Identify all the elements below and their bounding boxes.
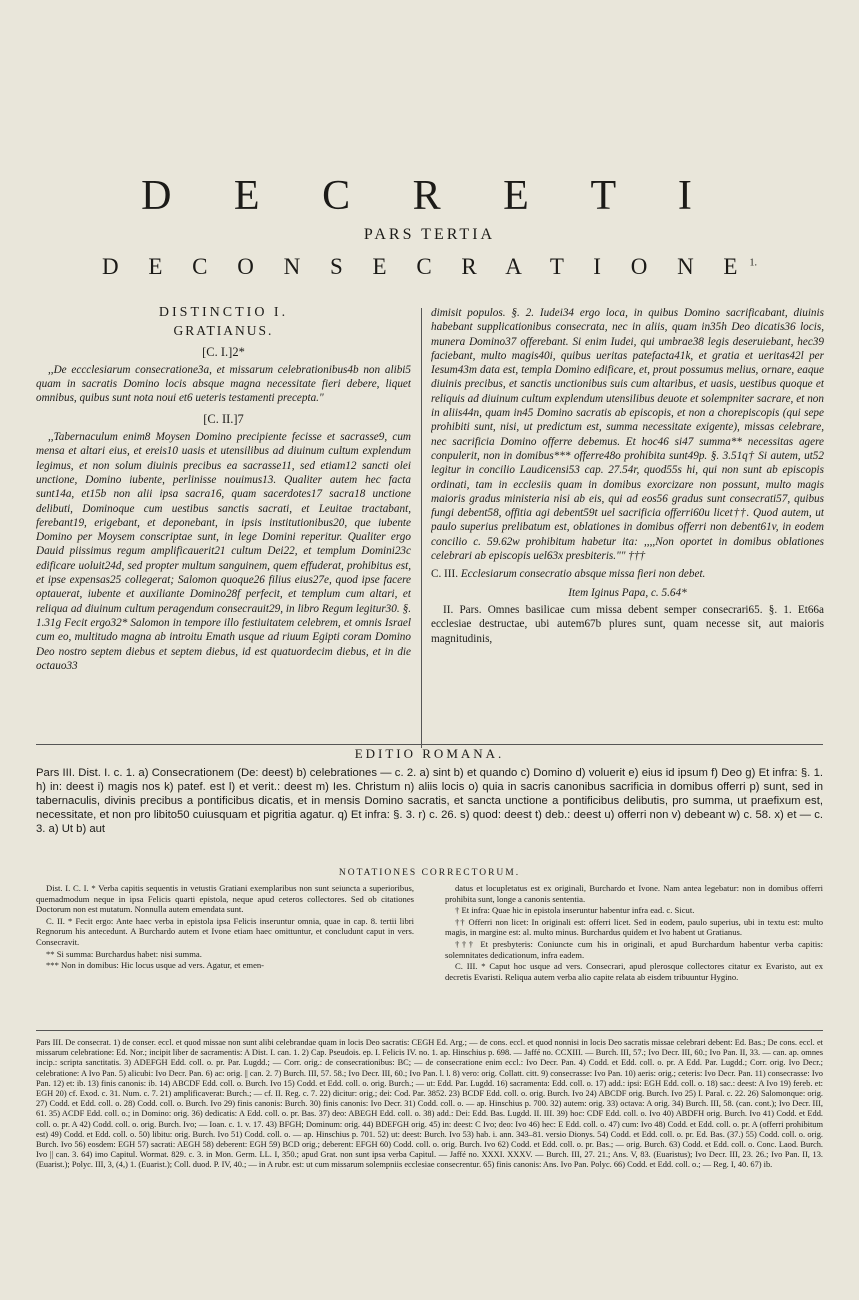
notatio-item: datus et locupletatus est ex originali, Burchardo et Ivone. Nam antea legebatur: non in domibus offerri prohibita sunt, longe a canonis sententia. — [445, 883, 823, 904]
notatio-item: C. III. * Caput hoc usque ad vers. Consecrari, apud plerosque collectores citatur ex Evaristo, aut ex decretis Evaristi. Reliqua autem verba alio capite relata ab eisdem tribuuntur Hygino. — [445, 961, 823, 982]
editio-heading: EDITIO ROMANA. — [354, 746, 505, 761]
canon-1-label: [C. I.]2* — [202, 344, 245, 359]
section-title-text: D E C O N S E C R A T I O N E — [102, 254, 750, 279]
notationes-left — [36, 883, 414, 1013]
canon-2-text: ,,Tabernaculum enim8 Moysen Domino precipiente fecisse et sacrasse9, cum mensa et altari eius, et ereis10 uasis et utensilibus ad diuinum cultum explendum legimus, et non solum diuinis precibus ea sacrasse11, sed etiam12 sancti olei unctione, Domino iubente, perlinisse nouimus13. Qualiter autem hec facta sunt14a, et15b non alii ipsa sacra16, quam sacerdotes17 sacra18 unctione delibuti, Dominoque cum uestibus sanctis sacrati, et Leuitae tractabant, ferebant19, erigebant, et deponebant, in ipsis institutionibus20, que iubente Domino per Moysem conscriptae sunt, in lege Domini reperitur. Qualiter ergo Dauid piissimus regum amplificauerit21 cultum Dei22, et templum Domini23c edificare uoluit24d, sed propter multum sanguinem, quem effuderat, prohibitus est, et ipse expensas25 collegerat; Salomon quoque26 filius eius27e, quod ipse facere optauerat, iubente et auxiliante Domino28f perfecit, et templum cum altari, et reliqua ad diuinum cultum peragendum consecrauit29, in libro Regum legitur30. §. 1.31g Fecit ergo32* Salomon in tempore illo festiuitatem celebrem, et omnis Israel cum eo, multitudo magna ab introitu Emath usque ad riuum Egipti coram Domino Deo nostro septem diebus et septem diebus, id est quatuordecim diebus, et in die octauo33 — [36, 431, 411, 672]
right-column — [431, 306, 824, 746]
left-column — [36, 306, 411, 746]
book-title: D E C R E T I — [141, 173, 718, 219]
notationes-right — [445, 883, 823, 1013]
notationes-heading: NOTATIONES CORRECTORUM. — [338, 868, 521, 878]
notatio-item: C. II. * Fecit ergo: Ante haec verba in epistola ipsa Felicis inseruntur omnia, quae in cap. 8. tertii libri Regnorum his antecedunt. A Burchardo autem et Ivone etiam haec omittuntur, et concludunt caput in vers. Consecravit. — [36, 915, 414, 947]
notatio-item: † Et infra: Quae hic in epistola inseruntur habentur infra ead. c. Sicut. — [455, 905, 695, 916]
section-title-footnote: 1. — [749, 257, 757, 269]
gratianus-heading: GRATIANUS. — [173, 323, 274, 339]
editio-text: Pars III. Dist. I. c. 1. a) Consecrationem (De: deest) b) celebrationes — c. 2. a) sint b) et quando c) Domino d) voluerit e) eius id ipsum f) Deo g) Et infra: §. 1. h) in: deest i) magis nos k) patef. est l) et verit.: deest m) Ies. Christum n) aliis locis o) quia in sacris canonibus sacrificia in domibus offerri p) sunt, sed in tabernaculis, divinis precibus a pontificibus dicatis, et in mensis Domino sacratis, et sancta unctione a pontificibus delibutis, pro summa, ut praefixum est, necessitate, et non pro libito50 cuiusquam et pigritia agatur. q) Et infra: §. 3. r) c. 26. s) quod: deest t) deb.: deest u) offerri non v) debeant w) c. 58. x) et — c. 3. a) Ut b) aut — [36, 767, 823, 835]
notatio-item: Dist. I. C. I. * Verba capitis sequentis in vetustis Gratiani exemplaribus non sunt seiuncta a superioribus, quemadmodum neque in ipsa Felicis quarti epistola, neque apud ceteros collectores. Sed ob citationes Doctorum non est mutatum. Nonnulla autem emendata sunt. — [36, 883, 414, 915]
distinctio-heading: DISTINCTIO I. — [158, 306, 289, 320]
canon-3-text: II. Pars. Omnes basilicae cum missa debent semper consecrari65. §. 1. Et66a ecclesiae destructae, ubi autem67b plures sunt, quam necesse sit, aut maioris magnitudinis, — [431, 603, 824, 645]
canon-3-title: Ecclesiarum consecratio absque missa fieri non debet. — [460, 568, 706, 581]
notatio-item: ††† Et presbyteris: Coniuncte cum his in originali, et apud Burchardum habentur verba capitis: solemnitates dedicationum, infra eadem. — [445, 938, 823, 960]
rule-above-apparatus — [36, 1030, 823, 1031]
canon-2-label: [C. II.]7 — [203, 411, 244, 426]
notatio-item: †† Offerri non licet: In originali est: offerri licet. Sed in eodem, paulo superius, ubi in textu est: multo magis, in margine est: al. multo minus. Burchardus quidem et Ivo habent ut Gratianus. — [445, 916, 823, 938]
canon-3-source: Item Iginus Papa, c. 5.64* — [568, 586, 687, 599]
column-divider — [421, 308, 422, 748]
critical-apparatus: Pars III. De consecrat. 1) de conser. eccl. et quod missae non sunt alibi celebrandae quam in locis Deo sacratis: CEGH Ed. Arg.; — de cons. eccl. et quod nonnisi in locis Deo sacratis missae celebrari debent: Ed. Bas.; De cons. eccl. et missarum celebratione: Ed. Nor.; incipit liber de sacramentis: A Dist. I. can. 1. 2) Cap. Pseudois. ep. I. Felicis IV. no. 1. ap. Hinschius p. 698. — Jaffé no. CCXIII. — Burch. III, 57.; Ivo Decr. III, 60.; Ivo Pan. II, 33. — can. ap. omnes incip.: scripta sanctitatis. 3) ADEFGH Edd. coll. o. pr. Par. Lugdd.; — Corr. orig.: de consecrationibus: BC; — de consecratione enim eccl.: Ivo Decr. Pan. 4) Codd. et Edd. coll. o. pr. A Edd. Par. Lugdd.; Corr. orig. Ivo Decr.; celebratione: A Ivo Pan. 5) alicubi: Ivo Decr. Pan. 6) ac: orig. || can. 2. 7) Burch. III, 57. 58.; Ivo Decr. III, 60.; Ivo Pan. l. l. 8) vero: orig. Collatt. citt. 9) consecrasse: Ivo Pan. 10) aeris: orig.; ceteris: Ivo Decr. Pan. 11) consecrasse: Ivo Pan. 12) et: ib. 13) finis canonis: ib. 14) ABCDF Edd. coll. o. Burch. Ivo 15) Codd. et Edd. coll. o. orig. Burch.; — ut: Edd. Par. Lugdd. 16) sacramenta: Edd. coll. o. 17) add.: ipsi: EGH Edd. coll. o. 18) sac.: deest: A Ivo 19) fereb. et: EGH 20) cf. Exod. c. 31. Num. c. 7. 21) amplificaverat: Burch.; — cf. II. Reg. c. 7. 22) dicitur: orig.; dei: Cod. Par. 3852. 23) BCDF Edd. coll. o. orig. Burch. Ivo 24) ABCDF orig. Burch. Ivo 25) I. Paral. c. 22. 26) Salomonque: orig. 27) Codd. et Edd. coll. o. 28) Codd. coll. o. Burch. Ivo 29) finis canonis: Burch. 30) finis canonis: Ivo Decr. 31) Codd. coll. o. — ap. Hinschius p. 700. 32) autem: orig. 33) octava: A orig. 34) Burch. III, 58. (can. cont.); Ivo Decr. III, 61. 35) ACDF Edd. coll. o.; in Domino: orig. 36) dedicatis: A Edd. coll. o. pr. Bas. 37) deo: ABEGH Edd. coll. o. 38) add.: Dei: Edd. Bas. Lugdd. II. III. 39) hoc: CDF Edd. coll. o. Ivo 40) ABDFH orig. Burch. Ivo 41) Codd. et Edd. coll. o. pr. A 42) Codd. coll. o. orig. Burch. Ivo; — Ioan. c. 1. v. 17. 43) BFGH; Dominum: orig. 44) BDEFGH orig. 45) in: deest: C Ivo; deo: Ivo 46) hec: E Edd. coll. o. 47) cum: Ivo 48) Codd. et Edd. coll. o. pr. A (offerri prohibitum est) 49) Codd. et Edd. coll. o. 50) libitu: orig. Burch. Ivo 51) Codd. coll. o. — ap. Hinschius p. 701. 52) ut: deest: Burch. Ivo 53) hab. i. ann. 343–81. versio Dionys. 54) Codd. et Edd. coll. o. pr. Ed. Bas. (37.) 55) Codd. coll. o. orig. Burch. Ivo 56) eosdem: EGH 57) sacrati: AEGH 58) deberent: EGH 59) BCD orig.; deberent: EFGH 60) Codd. coll. o. orig. Burch. Ivo 62) Codd. et Edd. coll. o. pr. Bas.; — orig. Burch. 63) Codd. et Edd. coll. o. Conc. Laod. Burch. Ivo || can. 3. 64) imo Capitul. Wormat. 829. c. 3. in Mon. Germ. LL. I, 350.; apud Grat. non sunt ipsa verba Capitul. — Jaffé no. XXXI. XXXV. — Burch. III, 27. 21.; Ans. V, 83. (Euaristus); Ivo Decr. III, 23. 26.; Ivo Pan. II, 13. (Euarist.); Polyc. III, 3, (4,) 1. (Euarist.); Coll. duod. P. IV, 40.; — in A rubr. est: ut cum missarum solempniis ecclesiae consecrentur. 65) finis canonis: Ans. Ivo Pan. Polyc. 66) Codd. et Edd. coll. o.; — Reg. I, 40. 67) ib. — [36, 1038, 823, 1170]
pars-title: PARS TERTIA — [363, 226, 496, 243]
notatio-item: *** Non in domibus: Hic locus usque ad vers. Agatur, et emen- — [46, 960, 265, 971]
rule-above-editio — [36, 744, 823, 745]
canon-2-continuation: dimisit populos. §. 2. Iudei34 ergo loca, in quibus Domino sacrificabant, diuinis habebant supplicationibus consecrata, nec in aliis, quam in35h Deo dicatis36 locis, munera Domino37 offerebant. Si enim Iudei, qui umbrae38 legis deseruiebant, hec39 faciebant, multo magis40i, quibus ueritas patefacta41k, et gratia et ueritas42l per Iesum43m data est, templa Domino edificare, et, prout possumus melius, ornare, eaque diuinis precibus, et sanctis unctionibus suis cum altaribus, et uasis, uestibus quoque et reliquis ad diuinum cultum explendum utensilibus deuote et solempniter sacrare, et non in aliis44n, quam in45 Domino sacratis ab episcopis, et non a chorepiscopis (qui sepe prohibiti sunt, nisi, ut predictum est, summa necessitate exigente), missas celebrare, nec sacrificia Domino offerre debemus. Et hoc46 si47 summa** necessitas agere conpulerit, non in domibus*** offerre48o prohibita sunt49p. §. 3.51q† Si autem, ut52 legitur in concilio Laudicensi53 cap. 27.54r, quod55s hi, qui non sunt ab episcopis ordinati, tam in ecclesiis quam in domibus exorcizare non possunt, multo magis maioris gradus ministeria nisi ab eis, qui ad eos56 gradus sunt consecrati57, quibus fungi debent58, offitia agi debent59t uel sacrificia offerri60u licet††. Quod autem, ut paulo superius prelibatum est, oblationes in domibus offerri non debent61v, in eodem concilio c. 59.62w prohibitum habetur ita: ,,,,Non oportet in domibus oblationes celebrari ab episcopis uel63x presbiteris."" ††† — [431, 307, 824, 563]
canon-3-heading — [431, 567, 824, 581]
notatio-item: ** Si summa: Burchardus habet: nisi summa. — [46, 948, 202, 959]
section-title — [0, 254, 859, 280]
canon-3-label: C. III. — [431, 568, 459, 581]
canon-1-text: ,,De eccclesiarum consecratione3a, et missarum celebrationibus4b non alibi5 quam in sacratis Domino locis absque magna necessitate fieri debere, liquet omnibus, quibus sunt nota noui et6 ueteris testamenti precepta." — [36, 363, 411, 405]
